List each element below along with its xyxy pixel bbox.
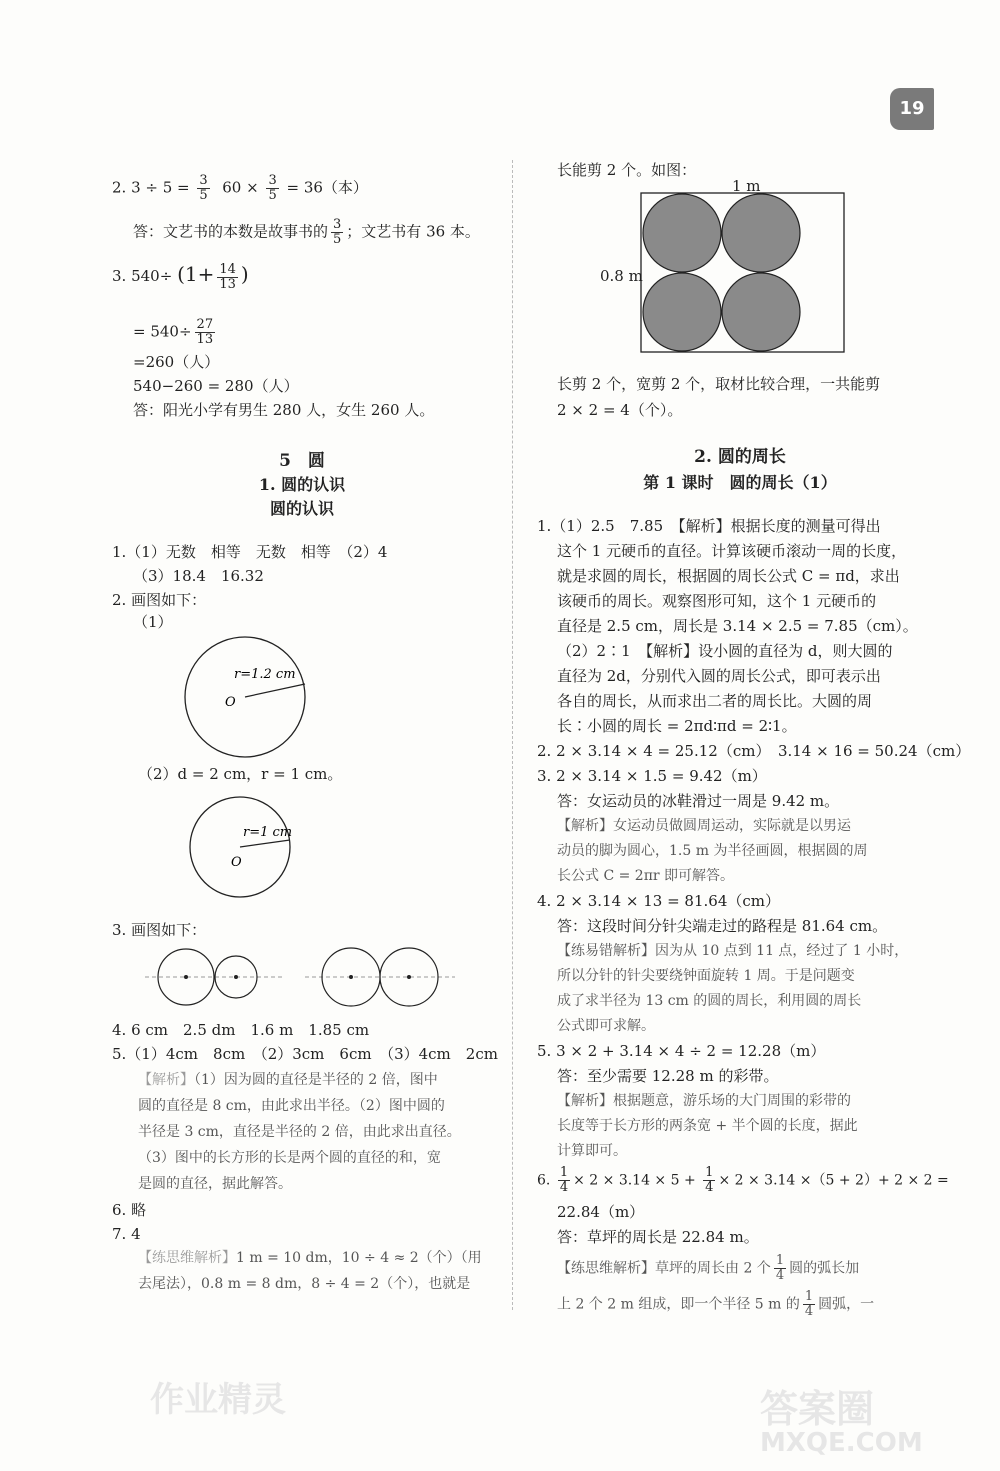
circle-1-center-label: O	[225, 695, 236, 710]
q1-line-1: 1.（1）无数 相等 无数 相等 （2）4	[112, 543, 388, 561]
q4-line: 4. 6 cm 2.5 dm 1.6 m 1.85 cm	[112, 1021, 370, 1039]
problem-3-line-1: 3. 540÷ (1+ $\frac{14}{13}$ )	[112, 261, 249, 292]
r5-note-1: 【解析】根据题意，游乐场的大门周围的彩带的	[557, 1093, 851, 1109]
problem-2-answer: 答：文艺书的本数是故事书的 $\frac{3}{5}$ ；文艺书有 36 本。	[133, 217, 480, 247]
r6-line-3: 答：草坪的周长是 22.84 m。	[557, 1228, 759, 1246]
circle-2-radius	[240, 840, 290, 847]
r1-line-8: 各自的周长，从而求出二者的周长比。大圆的周	[557, 692, 873, 710]
r6-note-2: 上 2 个 2 m 组成，即一个半径 5 m 的 $\frac{1}{4}$ 圆弧，一	[557, 1289, 875, 1319]
rect-height-label: 0.8 m	[600, 267, 643, 285]
r3-line-2: 答：女运动员的冰鞋滑过一周是 9.42 m。	[557, 792, 840, 810]
watermark-url: MXQE.COM	[760, 1428, 923, 1458]
r6-line-2: 22.84（m）	[557, 1203, 645, 1221]
circle-figure-1	[170, 632, 320, 762]
r1-line-6: （2）2∶1 【解析】设小圆的直径为 d，则大圆的	[557, 642, 893, 660]
q7-note-2: 去尾法），0.8 m = 8 dm，8 ÷ 4 = 2（个），也就是	[138, 1276, 471, 1292]
q2-line-1: 2. 画图如下：	[112, 591, 207, 609]
r6-line-1: 6. $\frac{1}{4}$ × 2 × 3.14 × 5 + $\frac{1}{4}$ × 2 × 3.14 ×（5 + 2）+ 2 × 2 =	[537, 1165, 949, 1195]
q6-line: 6. 略	[112, 1201, 147, 1219]
answer-line-1: 长剪 2 个，宽剪 2 个，取材比较合理，一共能剪	[557, 375, 881, 393]
page-number-badge: 19	[890, 88, 934, 130]
rectangle-circles-figure	[640, 192, 846, 354]
r6-note-1: 【练思维解析】草坪的周长由 2 个 $\frac{1}{4}$ 圆的弧长加	[557, 1253, 860, 1283]
watermark-stamp: 作业精灵	[150, 1380, 286, 1420]
r4-note-1: 【练易错解析】因为从 10 点到 11 点，经过了 1 小时，	[557, 943, 909, 959]
q5-note-3: 半径是 3 cm，直径是半径的 2 倍，由此求出直径。	[138, 1124, 461, 1140]
q2-line-2: （1）	[133, 613, 173, 631]
r3-note-2: 动员的脚为圆心，1.5 m 为半径画圆，根据圆的周	[557, 843, 868, 859]
column-divider	[512, 160, 513, 1310]
lesson-heading: 第 1 课时 圆的周长（1）	[643, 473, 837, 492]
r1-line-5: 直径是 2.5 cm，周长是 3.14 × 2.5 = 7.85（cm）。	[557, 617, 918, 635]
answer-line-2: 2 × 2 = 4（个）。	[557, 401, 683, 419]
q5-note-4: （3）图中的长方形的长是两个圆的直径的和，宽	[138, 1150, 441, 1166]
r5-line-1: 5. 3 × 2 + 3.14 × 4 ÷ 2 = 12.28（m）	[537, 1042, 826, 1060]
problem-3-line-2: = 540÷ $\frac{27}{13}$	[133, 317, 214, 347]
cut-circle-2	[722, 194, 800, 272]
r3-note-3: 长公式 C = 2πr 即可解答。	[557, 868, 735, 884]
r3-line-1: 3. 2 × 3.14 × 1.5 = 9.42（m）	[537, 767, 767, 785]
r2-line: 2. 2 × 3.14 × 4 = 25.12（cm） 3.14 × 16 = 50.24（cm）	[537, 742, 971, 760]
continued-line: 长能剪 2 个。如图：	[557, 161, 697, 179]
problem-3-line-4: 540−260 = 280（人）	[133, 377, 299, 395]
r5-note-3: 计算即可。	[557, 1143, 627, 1159]
circle-1-radius	[245, 684, 305, 697]
r1-line-7: 直径为 2d，分别代入圆的周长公式，即可表示出	[557, 667, 881, 685]
q7-line: 7. 4	[112, 1225, 141, 1243]
r1-line-9: 长∶小圆的周长 = 2πd∶πd = 2∶1。	[557, 717, 797, 735]
r4-line-2: 答：这段时间分针尖端走过的路程是 81.64 cm。	[557, 917, 888, 935]
q5-note-5: 是圆的直径，据此解答。	[138, 1176, 292, 1192]
cut-circle-3	[643, 273, 721, 351]
q5-note-2: 圆的直径是 8 cm，由此求出半径。（2）图中圆的	[138, 1098, 445, 1114]
problem-3-line-3: =260（人）	[133, 353, 220, 371]
section-heading: 2. 圆的周长	[694, 447, 786, 467]
circle-figure-2	[185, 792, 305, 902]
r4-note-4: 公式即可求解。	[557, 1018, 655, 1034]
circle-2-radius-label: r=1 cm	[243, 825, 293, 840]
r1-line-2: 这个 1 元硬币的直径。计算该硬币滚动一周的长度，	[557, 542, 907, 560]
rect-width-label: 1 m	[732, 177, 761, 195]
watermark-brand: 答案圈	[760, 1387, 875, 1431]
q7-note-1: 【练思维解析】1 m = 10 dm，10 ÷ 4 ≈ 2（个）（用	[138, 1250, 482, 1266]
r3-note-1: 【解析】女运动员做圆周运动，实际就是以男运	[557, 818, 851, 834]
cut-circle-1	[643, 194, 721, 272]
cut-circle-4	[722, 273, 800, 351]
r1-line-4: 该硬币的周长。观察图形可知，这个 1 元硬币的	[557, 592, 877, 610]
r5-note-2: 长度等于长方形的两条宽 + 半个圆的长度，据此	[557, 1118, 858, 1134]
r1-line-3: 就是求圆的周长，根据圆的周长公式 C = πd，求出	[557, 567, 900, 585]
q5-line: 5.（1）4cm 8cm （2）3cm 6cm （3）4cm 2cm	[112, 1045, 498, 1063]
circle-figure-3	[140, 944, 460, 1010]
lesson-title: 圆的认识	[269, 499, 334, 518]
subsection-title: 1. 圆的认识	[258, 475, 346, 494]
circle-1-radius-label: r=1.2 cm	[234, 667, 296, 682]
r4-note-3: 成了求半径为 13 cm 的圆的周长，利用圆的周长	[557, 993, 862, 1009]
problem-2-equation: 2. 3 ÷ 5 = $\frac{3}{5}$ 60 × $\frac{3}{5}$ = 36（本）	[112, 173, 368, 203]
r4-line-1: 4. 2 × 3.14 × 13 = 81.64（cm）	[537, 892, 780, 910]
problem-3-answer: 答：阳光小学有男生 280 人，女生 260 人。	[133, 401, 435, 419]
q5-note-1: 【解析】（1）因为圆的直径是半径的 2 倍，图中	[138, 1072, 438, 1088]
r1-line-1: 1.（1）2.5 7.85 【解析】根据长度的测量可得出	[537, 517, 881, 535]
q3-line-1: 3. 画图如下：	[112, 921, 207, 939]
r5-line-2: 答：至少需要 12.28 m 的彩带。	[557, 1067, 779, 1085]
circle-2-center-label: O	[231, 855, 242, 870]
r4-note-2: 所以分针的针尖要绕钟面旋转 1 周。于是问题变	[557, 968, 855, 984]
section-title: 5 圆	[279, 451, 325, 471]
q2-line-3: （2）d = 2 cm，r = 1 cm。	[138, 765, 343, 783]
q1-line-2: （3）18.4 16.32	[133, 567, 264, 585]
